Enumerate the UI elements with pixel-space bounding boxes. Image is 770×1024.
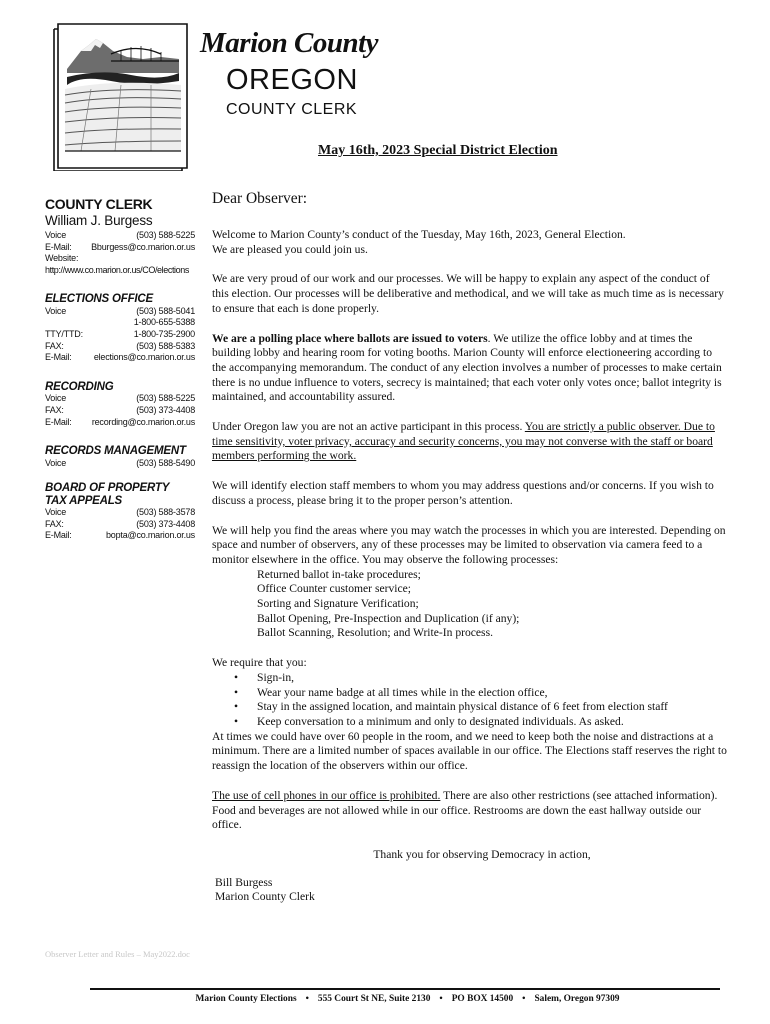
footer-divider [90,988,720,990]
elections-voice-row [45,306,195,318]
observer-role-intro: Under Oregon law you are not an active participant in this process. [212,420,525,434]
list-item: • Wear your name badge at all times while in the election office, [212,686,727,701]
elections-voice2-row [45,317,195,329]
file-name-note: Observer Letter and Rules – May2022.doc [45,949,190,959]
elections-voice-label: Voice [45,305,67,316]
bopta-fax-label: FAX: [45,518,64,529]
process-pride-paragraph: We are very proud of our work and our processes. We will be happy to explain any aspect of the conduct of this election. Our processes will be deliberative and methodical, and we will take as much time as is necessary to ensure that each is done properly. [212,272,724,315]
welcome-paragraph [212,228,727,257]
election-title: May 16th, 2023 Special District Election [318,143,558,158]
elections-email-row [45,352,195,364]
staff-contact-paragraph: We will identify election staff members to whom you may address questions and/or concerns. If you wish to discuss a process, please bring it to the proper person’s attention. [212,479,714,507]
welcome-line-1: Welcome to Marion County’s conduct of the Tuesday, May 16th, 2023, General Election. [212,228,626,241]
clerk-website[interactable]: http://www.co.marion.or.us/CO/elections [45,264,189,275]
list-item: • Stay in the assigned location, and maintain physical distance of 6 feet from election staff [212,700,727,715]
recording-voice-label: Voice [45,393,67,404]
recording-fax-label: FAX: [45,404,64,415]
clerk-email-row [45,242,195,254]
recording-voice: (503) 588-5225 [136,393,195,404]
county-logo [51,21,191,171]
elections-fax-label: FAX: [45,340,64,351]
clerk-website-label: Website: [45,253,79,264]
bullet-separator: • [522,994,526,1004]
bopta-voice-label: Voice [45,507,67,518]
recording-email-label: E-Mail: [45,416,72,427]
recording-email[interactable]: recording@co.marion.or.us [91,416,195,427]
clerk-voice-label: Voice [45,230,67,240]
clerk-voice: (503) 588-5225 [136,230,195,240]
bopta-heading-line2: TAX APPEALS [45,494,123,507]
bullet-separator: • [305,994,309,1004]
salutation: Dear Observer: [212,190,308,207]
elections-office-heading: ELECTIONS OFFICE [45,293,153,306]
list-item: • Sign-in, [212,671,727,686]
department-name: COUNTY CLERK [226,101,358,118]
records-voice-row [45,458,195,470]
state-name: OREGON [226,64,358,96]
cell-phone-paragraph [212,789,727,833]
elections-voice-tollfree: 1-800-655-5388 [133,317,195,328]
footer-po-box: PO BOX 14500 [451,994,514,1004]
list-item: Returned ballot in-take procedures; [257,567,421,581]
observer-role-restriction: You are strictly a public observer. Due to time sensitivity, voter privacy, accuracy and security concerns, you may not converse with the staff or board members performing the work. [212,420,715,463]
signer-name: Bill Burgess [215,875,273,889]
bopta-email-row [45,530,195,542]
footer-address [0,994,770,1004]
signer-title: Marion County Clerk [215,890,315,904]
footer-street: 555 Court St NE, Suite 2130 [317,994,431,1004]
bopta-voice: (503) 588-3578 [136,507,195,518]
letter-body [212,190,727,905]
process-list [212,568,727,642]
bopta-heading-line1: BOARD OF PROPERTY [45,482,170,495]
records-management-heading: RECORDS MANAGEMENT [45,445,186,458]
elections-tty-label: TTY/TTD: [45,329,83,340]
records-voice-label: Voice [45,457,67,468]
county-name: Marion County [200,27,379,59]
elections-voice: (503) 588-5041 [136,305,195,316]
clerk-email[interactable]: Bburgess@co.marion.or.us [91,241,195,252]
bopta-email-label: E-Mail: [45,530,72,541]
polling-place-details: . We utilize the office lobby and at times the building lobby and hearing room for voting booths. Marion County will enforce electioneering according to the accompanying memorandum. The conduct of any election involves a number of processes to make certain there is no undue influence to voters, secrecy is maintained; that each voter only votes once; ballot integrity is maintained, and accountability assured. [212,331,722,404]
requirements-paragraph [212,656,727,774]
bullet-separator: • [439,994,443,1004]
list-item: Ballot Scanning, Resolution; and Write-In process. [257,626,493,640]
footer-org: Marion County Elections [195,994,297,1004]
recording-fax: (503) 373-4408 [136,404,195,415]
cell-phone-prohibition: The use of cell phones in our office is prohibited. [212,788,441,802]
elections-email-label: E-Mail: [45,352,72,363]
list-item: Sorting and Signature Verification; [257,597,419,611]
observable-processes-paragraph [212,524,727,642]
polling-place-statement: We are a polling place where ballots are issued to voters [212,331,488,345]
other-restrictions: There are also other restrictions (see attached information). Food and beverages are not allowed while in our office. Restrooms are down the east hallway outside our office. [212,788,718,832]
elections-fax: (503) 588-5383 [136,340,195,351]
clerk-name: William J. Burgess [45,213,153,228]
recording-voice-row [45,393,195,405]
list-item: • Keep conversation to a minimum and only to designated individuals. As asked. [212,715,727,730]
bopta-fax: (503) 373-4408 [136,518,195,529]
requirements-list [212,671,727,730]
contact-sidebar [45,196,195,542]
recording-fax-row [45,405,195,417]
list-item: Ballot Opening, Pre-Inspection and Duplication (if any); [257,611,520,625]
list-item: Office Counter customer service; [257,582,411,596]
recording-email-row [45,417,195,429]
clerk-email-label: E-Mail: [45,241,72,252]
requirements-intro: We require that you: [212,656,307,670]
elections-tty: 1-800-735-2900 [133,329,195,340]
observable-processes-intro: We will help you find the areas where you may watch the processes in which you are interested. Depending on space and number of observers, any of these processes may be limited to observation via camera feed to a monitor elsewhere in the office. You may observe the following processes: [212,523,726,566]
footer-city: Salem, Oregon 97309 [534,994,620,1004]
observer-role-paragraph [212,420,727,464]
recording-heading: RECORDING [45,380,114,393]
clerk-heading: COUNTY CLERK [45,196,153,212]
closing-line: Thank you for observing Democracy in action, [373,847,591,861]
records-voice: (503) 588-5490 [136,457,195,468]
capacity-note: At times we could have over 60 people in the room, and we need to keep both the noise and distractions at a minimum. There are a limited number of spaces available in our office. The Elections staff reserves the right to reassign the location of the observers within our office. [212,729,727,773]
clerk-voice-row [45,230,195,242]
bopta-email[interactable]: bopta@co.marion.or.us [106,530,195,541]
bopta-fax-row [45,519,195,531]
bopta-voice-row [45,507,195,519]
polling-place-paragraph [212,332,727,406]
elections-tty-row [45,329,195,341]
elections-fax-row [45,341,195,353]
welcome-line-2: We are pleased you could join us. [212,242,368,256]
elections-email[interactable]: elections@co.marion.or.us [93,352,195,363]
